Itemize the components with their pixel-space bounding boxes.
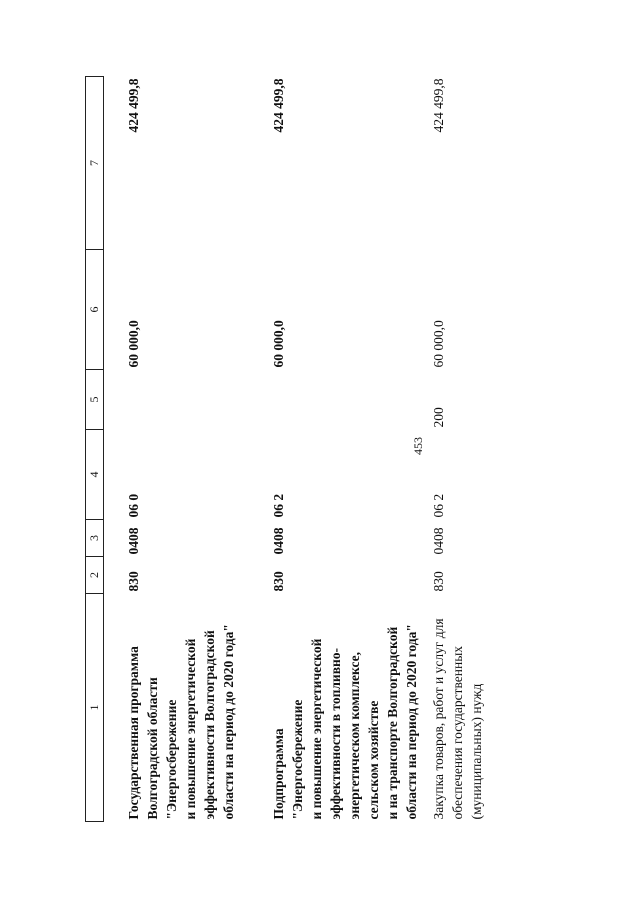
row-target-code: 06 0 [126,493,141,518]
header-col-3: 3 [86,520,104,557]
row-name-cell [104,594,260,822]
row-name-line: Подпрограмма [271,728,286,820]
row-section-code: 0408 [431,527,446,555]
row-amount-2: 424 499,8 [431,78,446,133]
table-row [259,77,421,822]
row-name-line: энергетическом комплексе, [347,652,362,820]
row-expense-type [104,370,260,430]
row-amount-1: 60 000,0 [271,320,286,368]
row-name-line: Волгоградской области [145,677,160,820]
row-expense-type: 200 [431,407,446,428]
row-name-line: области на период до 2020 года" [221,624,236,820]
row-name-line: сельском хозяйстве [366,700,381,820]
header-col-1: 1 [86,594,104,822]
row-name-line: эффективности Волгоградской [202,630,217,820]
row-name-line: Закупка товаров, работ и услуг для [431,618,446,820]
row-name-line: "Энергосбережение [290,699,305,820]
table-row [104,77,260,822]
row-amount-1: 60 000,0 [431,320,446,368]
row-ministry-code: 830 [431,571,446,592]
header-col-5: 5 [86,370,104,430]
row-amount-2: 424 499,8 [271,78,286,133]
header-col-7: 7 [86,77,104,250]
row-name-line: эффективности в топливно- [328,647,343,820]
row-target-code: 06 2 [431,493,446,518]
row-amount-1: 60 000,0 [126,320,141,368]
header-col-4: 4 [86,430,104,520]
row-ministry-code: 830 [271,571,286,592]
header-row [86,77,104,822]
row-name-line: Государственная программа [126,646,141,820]
row-target-code: 06 2 [271,493,286,518]
budget-table-sheet [85,77,485,822]
header-col-6: 6 [86,250,104,370]
row-name-line: и повышение энергетической [309,638,324,820]
row-section-code: 0408 [271,527,286,555]
row-name-cell [421,594,499,822]
row-expense-type [259,370,421,430]
row-name-line: "Энергосбережение [164,699,179,820]
table-row [421,77,499,822]
row-amount-2: 424 499,8 [126,78,141,133]
row-name-line: и на транспорте Волгоградской [385,626,400,820]
page-number: 453 [411,437,425,455]
row-section-code: 0408 [126,527,141,555]
row-name-line: области на период до 2020 года" [404,624,419,820]
row-name-line: обеспечения государственных [450,645,465,820]
row-name-line: и повышение энергетической [183,638,198,820]
row-ministry-code: 830 [126,571,141,592]
row-name-cell [259,594,421,822]
row-name-line: (муниципальных) нужд [469,683,484,820]
budget-table [85,76,499,822]
header-col-2: 2 [86,557,104,594]
